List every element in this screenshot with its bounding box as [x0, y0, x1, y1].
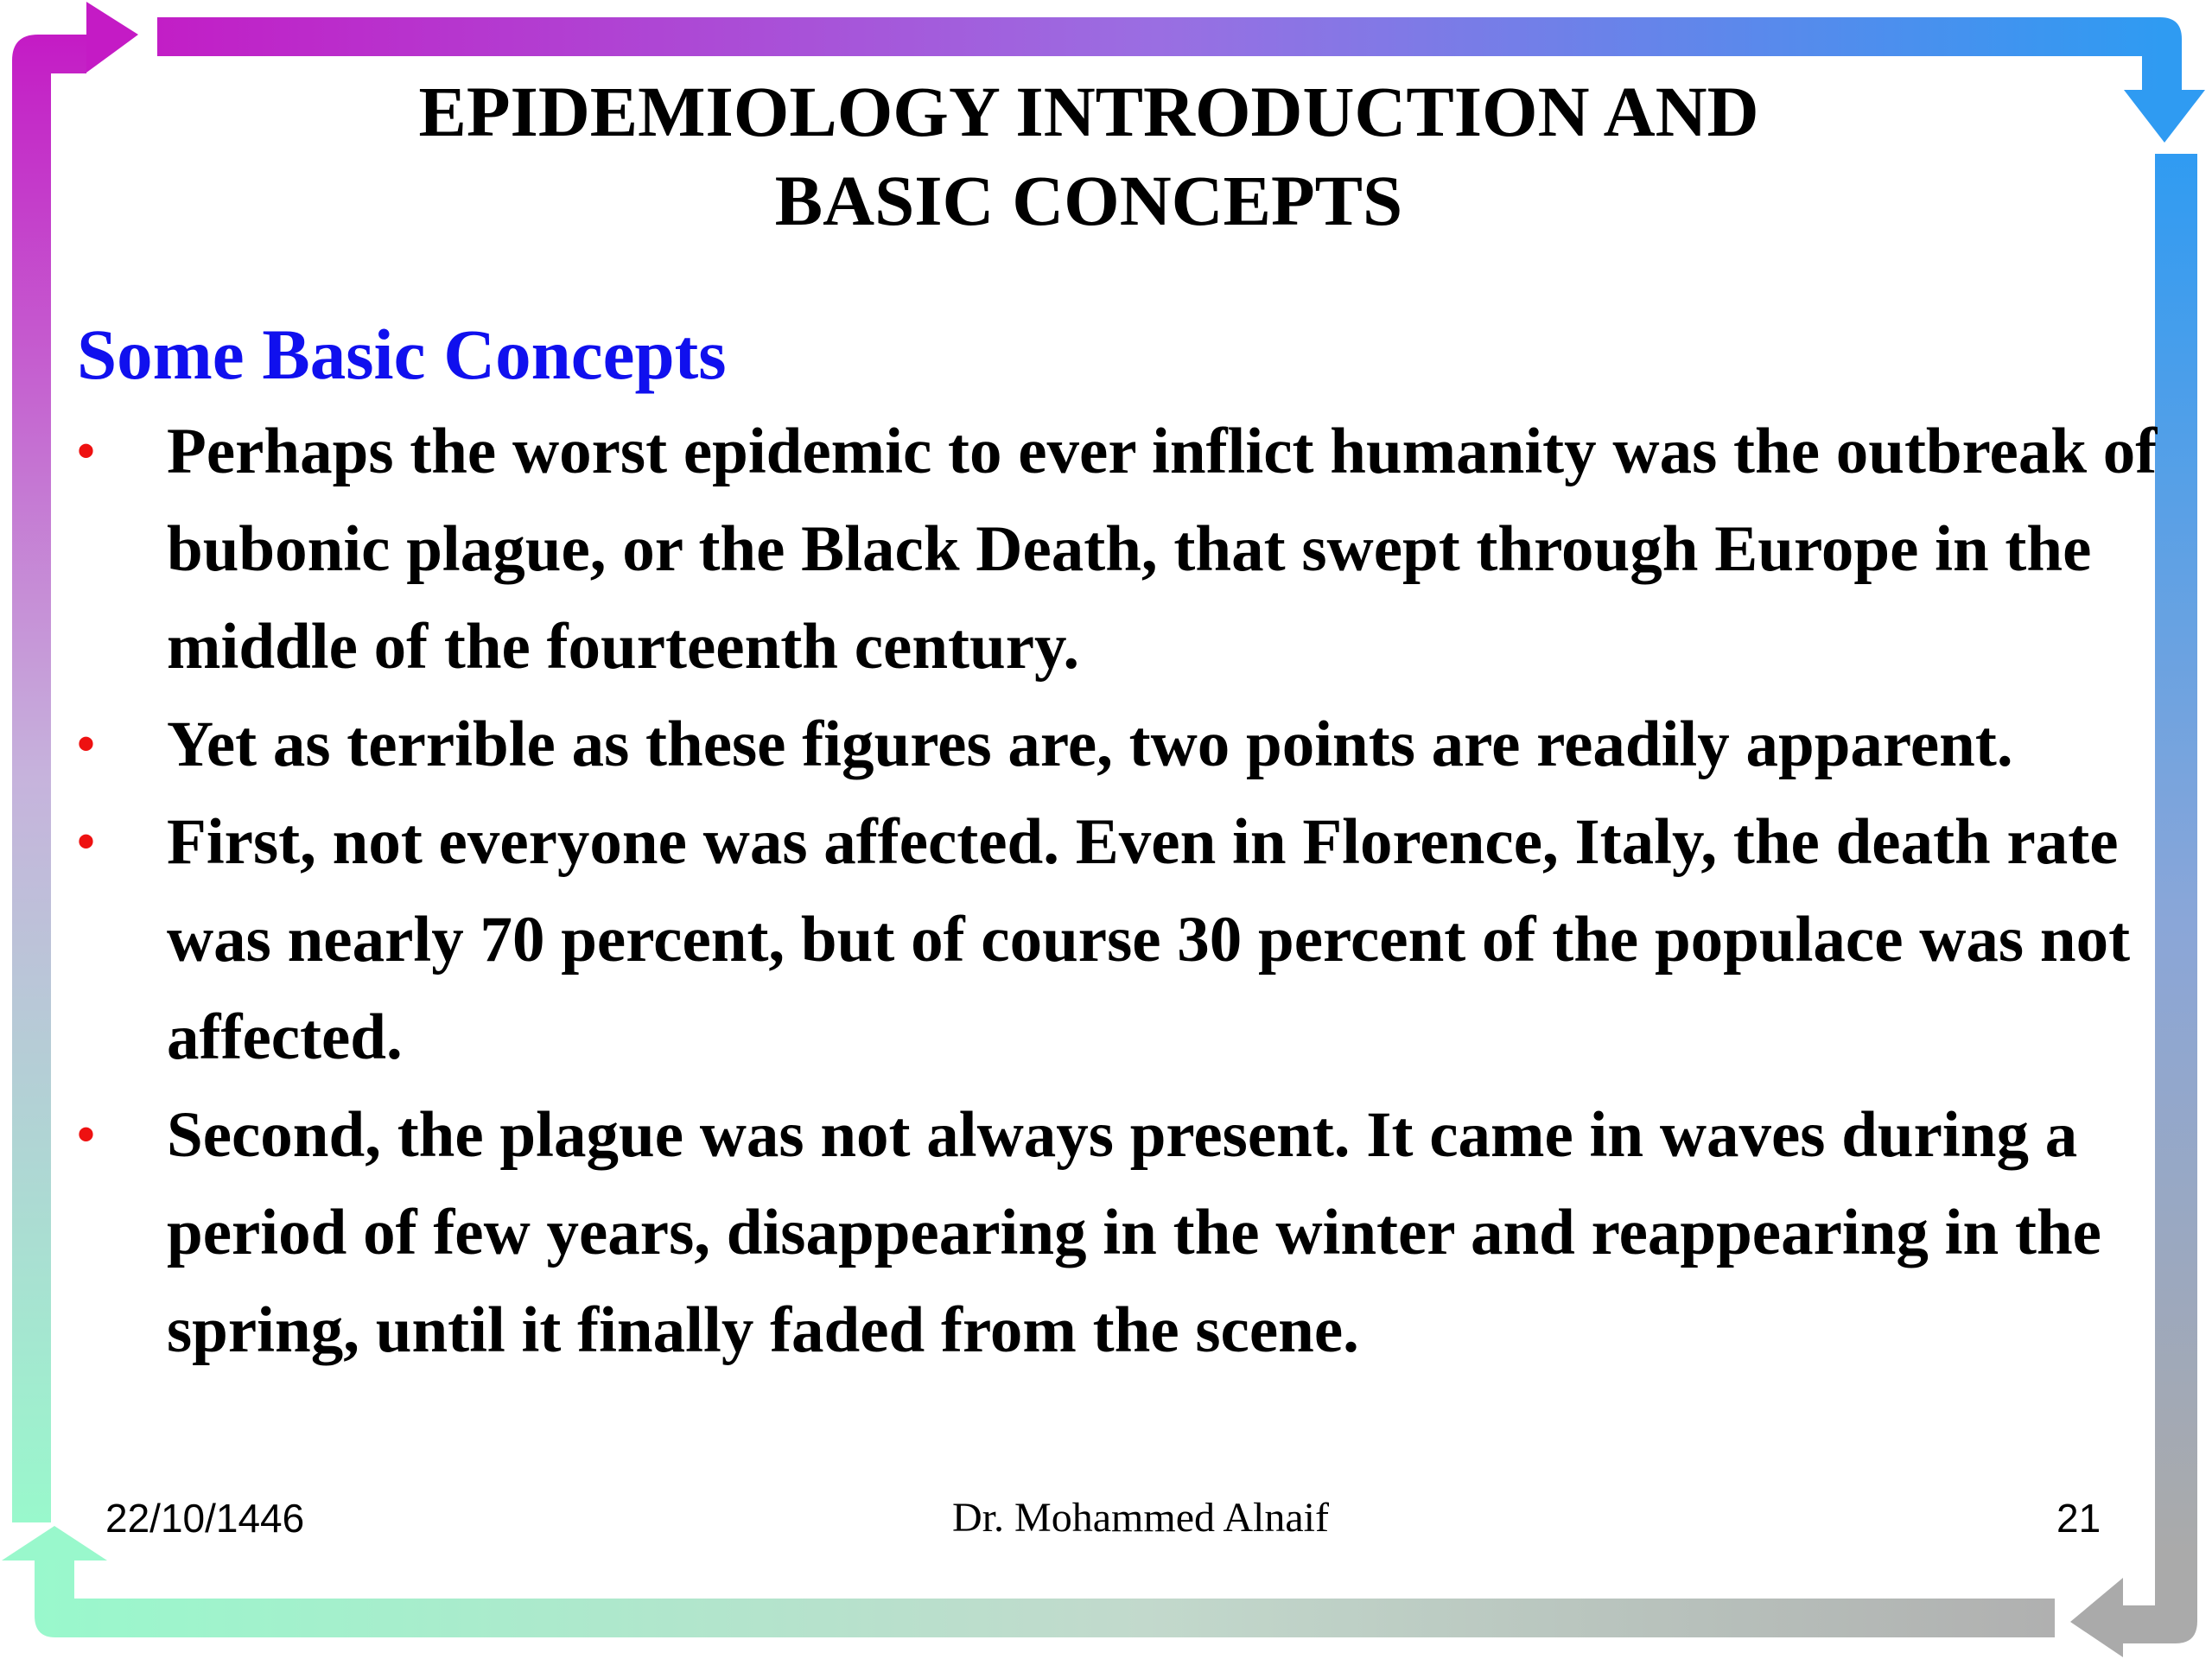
section-heading: Some Basic Concepts: [77, 315, 727, 394]
bullet-text: Second, the plague was not always present. It came in waves during a period of few years, disappearing in the winter and reappearing in the spring, until it finally faded from the scene.: [167, 1099, 2101, 1366]
bullet-item: [77, 696, 2185, 793]
frame-bottom-bar: [35, 1560, 2055, 1637]
frame-left-bar: [12, 35, 86, 1522]
footer-author: Dr. Mohammed Alnaif: [952, 1495, 1329, 1541]
frame-bottom-right-arrow: [2070, 1578, 2123, 1657]
bullet-item: [77, 1086, 2185, 1379]
bullet-item: [77, 793, 2185, 1086]
bullet-list: [77, 403, 2185, 1379]
footer-page-number: 21: [2056, 1496, 2101, 1541]
bullet-dot-icon: •: [77, 423, 96, 480]
frame-top-left-arrow: [86, 2, 138, 73]
bullet-text: Yet as terrible as these figures are, two points are readily apparent.: [167, 709, 2013, 780]
bullet-text: Perhaps the worst epidemic to ever inflict humanity was the outbreak of bubonic plague, or the Black Death, that swept through Europe in the middle of the fourteenth century.: [167, 416, 2158, 683]
footer-date: 22/10/1446: [105, 1496, 305, 1541]
slide-title: [0, 67, 2177, 245]
bullet-item: [77, 403, 2185, 696]
slide-title-line-1: EPIDEMIOLOGY INTRODUCTION AND: [418, 72, 1759, 151]
bullet-dot-icon: •: [77, 1106, 96, 1163]
slide-title-line-2: BASIC CONCEPTS: [774, 161, 1403, 240]
bullet-text: First, not everyone was affected. Even in Florence, Italy, the death rate was nearly 70 percent, but of course 30 percent of the populace was not affected.: [167, 806, 2131, 1073]
bullet-dot-icon: •: [77, 715, 96, 772]
bullet-dot-icon: •: [77, 813, 96, 870]
